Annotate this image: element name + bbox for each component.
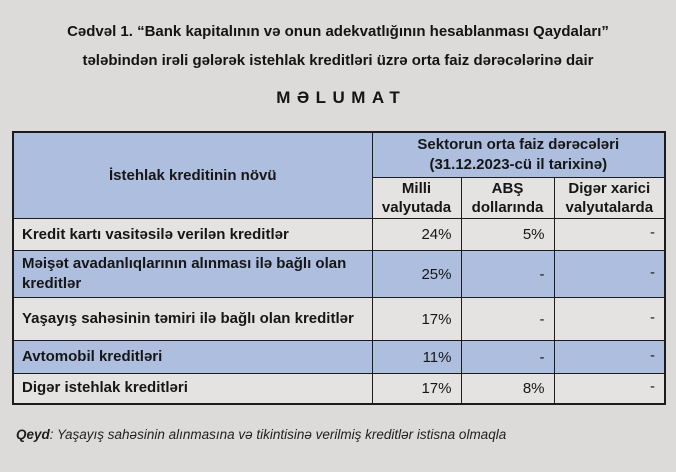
milli-value-cell: 24% xyxy=(372,219,461,251)
usd-value-cell: - xyxy=(461,298,554,341)
other-currency-value-cell: - xyxy=(554,341,665,374)
milli-value-cell: 17% xyxy=(372,298,461,341)
milli-value-cell: 25% xyxy=(372,251,461,298)
table-row-kredit-karti xyxy=(13,219,665,251)
column-group-header-sector-rates xyxy=(372,132,665,178)
column-header-abs-dollarinda: ABŞ dollarında xyxy=(461,178,554,219)
table-row-diger-istehlak xyxy=(13,374,665,404)
table-body xyxy=(13,219,665,404)
group-header-line2: (31.12.2023-cü il tarixinə) xyxy=(429,156,608,173)
usd-value-cell: 8% xyxy=(461,374,554,404)
footnote-label: Qeyd xyxy=(16,426,50,442)
credit-type-cell: Kredit kartı vasitəsilə verilən kreditlər xyxy=(13,219,372,251)
column-header-milli-valyutada: Milli valyutada xyxy=(372,178,461,219)
milli-value-cell: 11% xyxy=(372,341,461,374)
header-row-group xyxy=(13,132,665,178)
table-row-avtomobil xyxy=(13,341,665,374)
credit-type-cell: Məişət avadanlıqlarının alınması ilə bağlı olan kreditlər xyxy=(13,251,372,298)
usd-value-cell: 5% xyxy=(461,219,554,251)
column-header-diger-xarici: Digər xarici valyutalarda xyxy=(554,178,665,219)
table-row-meiset-avadanliqlari xyxy=(13,251,665,298)
other-currency-value-cell: - xyxy=(554,251,665,298)
melumat-heading: MƏLUMAT xyxy=(276,88,407,107)
document-title-line2: tələbindən irəli gələrək istehlak kreditləri üzrə orta faiz dərəcələrinə dair xyxy=(82,52,594,69)
table-header xyxy=(13,132,665,219)
usd-value-cell: - xyxy=(461,341,554,374)
usd-value-cell: - xyxy=(461,251,554,298)
group-header-line1: Sektorun orta faiz dərəcələri xyxy=(417,136,620,153)
other-currency-value-cell: - xyxy=(554,298,665,341)
document-title xyxy=(0,0,676,75)
milli-value-cell: 17% xyxy=(372,374,461,404)
footnote xyxy=(16,427,660,442)
credit-type-cell: Yaşayış sahəsinin təmiri ilə bağlı olan kreditlər xyxy=(13,298,372,341)
column-header-credit-type: İstehlak kreditinin növü xyxy=(13,132,372,219)
other-currency-value-cell: - xyxy=(554,374,665,404)
interest-rates-table xyxy=(12,131,666,405)
footnote-text: : Yaşayış sahəsinin alınmasına və tikintisinə verilmiş kreditlər istisna olmaqla xyxy=(49,426,507,442)
other-currency-value-cell: - xyxy=(554,219,665,251)
document-title-line1: Cədvəl 1. “Bank kapitalının və onun adekvatlığının hesablanması Qaydaları” xyxy=(67,23,609,40)
credit-type-cell: Digər istehlak kreditləri xyxy=(13,374,372,404)
table-row-yasayis-temiri xyxy=(13,298,665,341)
credit-type-cell: Avtomobil kreditləri xyxy=(13,341,372,374)
